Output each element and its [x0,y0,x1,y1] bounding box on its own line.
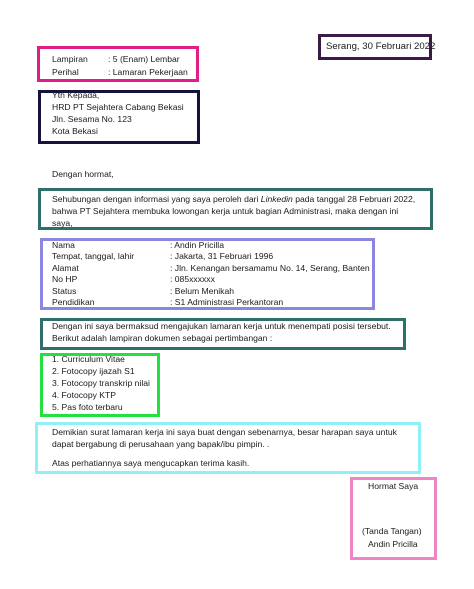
recipient-line-1: Yth Kepada, [52,90,100,100]
list-item: 4. Fotocopy KTP [52,390,117,400]
signature-salutation: Hormat Saya [368,481,419,491]
list-item: 1. Curriculum Vitae [52,354,125,364]
recipient-line-3: Jln. Sesama No. 123 [52,114,132,124]
greeting: Dengan hormat, [52,169,114,179]
identity-label: Status [52,286,77,296]
linkedin-mention: Linkedin [260,194,293,204]
purpose-line-2: Berikut adalah lampiran dokumen sebagai pertimbangan : [52,333,273,343]
lampiran-label: Lampiran [52,54,88,64]
identity-label: No HP [52,274,78,284]
lampiran-value: : 5 (Enam) Lembar [108,54,180,64]
identity-label: Tempat, tanggal, lahir [52,251,135,261]
identity-label: Pendidikan [52,297,95,307]
identity-value: : Belum Menikah [170,286,235,296]
closing-line-3: Atas perhatiannya saya mengucapkan terima kasih. [52,458,250,468]
list-item: 5. Pas foto terbaru [52,402,123,412]
signer-name: Andin Pricilla [368,539,418,549]
intro-line-2: bahwa PT Sejahtera membuka lowongan kerja untuk bagian Administrasi, maka dengan ini [52,206,399,216]
intro-line-3: saya, [52,218,73,228]
identity-value: : Jakarta, 31 Februari 1996 [170,251,274,261]
letter-date: Serang, 30 Februari 2022 [326,41,436,52]
intro-line-1 [52,193,415,205]
identity-table [52,240,372,308]
closing-line-1: Demikian surat lamaran kerja ini saya buat dengan sebenarnya, besar harapan saya untuk [52,427,397,437]
intro-line-1-end: pada tanggal 28 Februari 2022, [292,194,416,204]
signature-placeholder: (Tanda Tangan) [362,526,422,536]
identity-label: Alamat [52,263,79,273]
list-item: 3. Fotocopy transkrip nilai [52,378,150,388]
closing-line-2: dapat bergabung di perusahaan yang bapak/ibu pimpin. . [52,439,270,449]
identity-value: : Jln. Kenangan bersamamu No. 14, Serang, Banten [170,263,370,273]
recipient-line-2: HRD PT Sejahtera Cabang Bekasi [52,102,184,112]
perihal-value: : Lamaran Pekerjaan [108,67,188,77]
identity-label: Nama [52,240,75,250]
recipient-line-4: Kota Bekasi [52,126,98,136]
purpose-line-1: Dengan ini saya bermaksud mengajukan lamaran kerja untuk menempati posisi tersebut. [52,321,391,331]
identity-value: : 085xxxxxx [170,274,215,284]
attachments-list [52,354,157,414]
intro-line-1-start: Sehubungan dengan informasi yang saya peroleh dari [52,194,261,204]
list-item: 2. Fotocopy ijazah S1 [52,366,135,376]
perihal-label: Perihal [52,67,79,77]
identity-value: : S1 Administrasi Perkantoran [170,297,284,307]
identity-value: : Andin Pricilla [170,240,224,250]
